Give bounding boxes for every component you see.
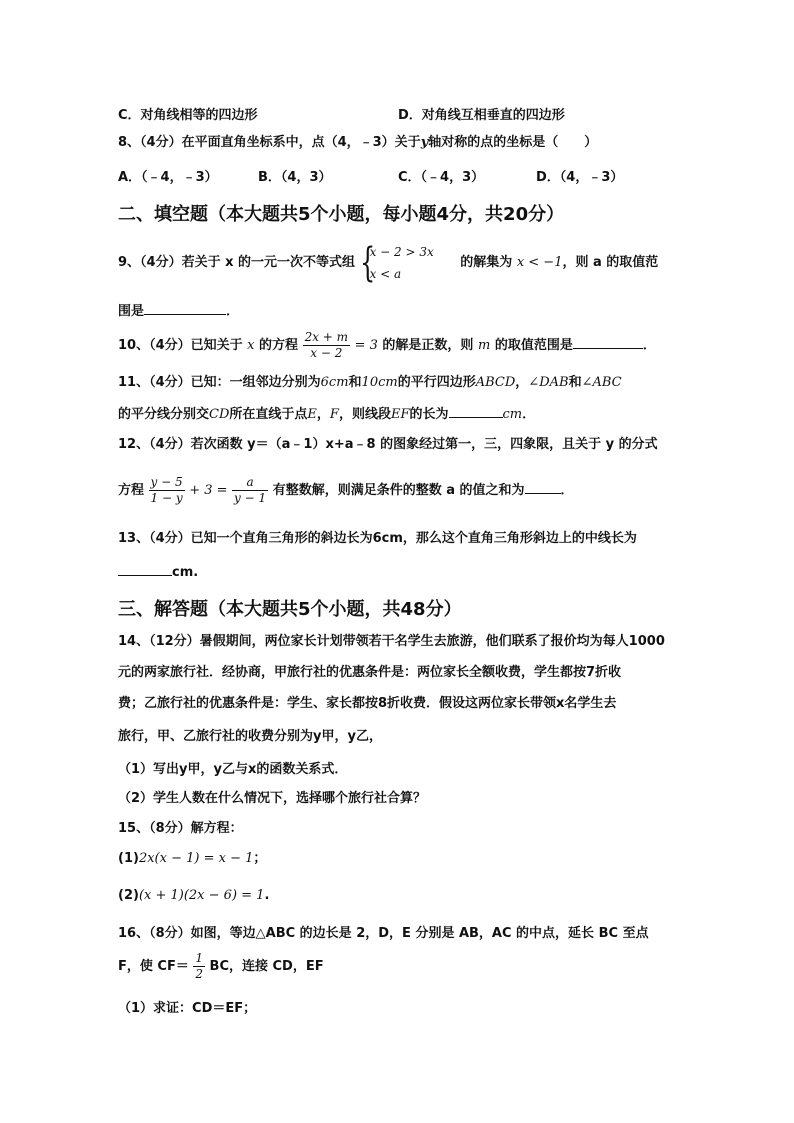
q11-line1: 11、（4分）已知：一组邻边分别为6cm和10cm的平行四边形ABCD，∠DAB和∠ABC bbox=[118, 375, 622, 390]
q16-line1: 16、（8分）如图，等边△ABC 的边长是 2，D，E 分别是 AB，AC 的中点，延长 BC 至点 bbox=[118, 926, 649, 941]
section-2-title: 二、填空题（本大题共5个小题，每小题4分，共20分） bbox=[118, 204, 565, 225]
q10-fraction: $\frac{2x + m}{x - 2}$ bbox=[304, 330, 349, 360]
answer-blank[interactable] bbox=[144, 302, 226, 315]
q7-option-c: C．对角线相等的四边形 bbox=[118, 108, 258, 123]
q14-sub2: （2）学生人数在什么情况下，选择哪个旅行社合算？ bbox=[118, 791, 427, 806]
q9-inequality-system: { x − 2 > 3x x < a bbox=[359, 239, 434, 286]
q12-line1: 12、（4分）若次函数 y＝（a﹣1）x+a﹣8 的图象经过第一，三，四象限，且关于 y 的分式 bbox=[118, 437, 658, 452]
q8-option-c: C．（﹣4，3） bbox=[398, 170, 485, 185]
q14-line3: 费；乙旅行社的优惠条件是：学生、家长都按8折收费．假设这两位家长带领x名学生去 bbox=[118, 696, 617, 711]
q16-fraction: $\frac{1}{2}$ bbox=[195, 951, 203, 981]
answer-blank[interactable] bbox=[118, 563, 172, 576]
q8-option-b: B．（4，3） bbox=[258, 170, 332, 185]
q15-title: 15、（8分）解方程： bbox=[118, 821, 243, 836]
q8-option-a: A．（﹣4，﹣3） bbox=[118, 170, 218, 185]
q9-line2: 围是 ． bbox=[118, 304, 240, 319]
answer-blank[interactable] bbox=[449, 405, 503, 418]
q10-stem: 10、（4分）已知关于 x 的方程 $\frac{2x + m}{x - 2}$ = 3 的解是正数，则 m 的取值范围是 ． bbox=[118, 330, 656, 360]
q13-line1: 13、（4分）已知一个直角三角形的斜边长为6cm，那么这个直角三角形斜边上的中线长为 bbox=[118, 531, 637, 546]
q8-stem: 8、（4分）在平面直角坐标系中，点（4，﹣3）关于y轴对称的点的坐标是（ ） bbox=[118, 135, 598, 150]
q11-line2: 的平分线分别交CD所在直线于点E，F，则线段EF的长为 cm． bbox=[118, 407, 536, 422]
answer-blank[interactable] bbox=[573, 336, 643, 349]
q14-line2: 元的两家旅行社．经协商，甲旅行社的优惠条件是：两位家长全额收费，学生都按7折收 bbox=[118, 665, 622, 680]
q16-sub1: （1）求证：CD＝EF； bbox=[118, 1001, 257, 1016]
brace-symbol: { bbox=[359, 239, 375, 286]
q14-sub1: （1）写出y甲，y乙与x的函数关系式． bbox=[118, 762, 348, 777]
q12-fraction-2: $\frac{a}{y - 1}$ bbox=[234, 475, 267, 505]
q14-line4: 旅行，甲、乙旅行社的收费分别为y甲，y乙， bbox=[118, 729, 382, 744]
q15-part1: (1)2x(x − 1) = x − 1； bbox=[118, 851, 267, 866]
q15-part2: (2)(x + 1)(2x − 6) = 1. bbox=[118, 888, 270, 903]
q13-line2: cm. bbox=[118, 563, 198, 582]
q7-option-d: D．对角线互相垂直的四边形 bbox=[398, 108, 565, 123]
section-3-title: 三、解答题（本大题共5个小题，共48分） bbox=[118, 599, 462, 620]
q9-stem: 9、（4分）若关于 x 的一元一次不等式组 { x − 2 > 3x x < a 的解集为 x < −1，则 a 的取值范 bbox=[118, 239, 659, 286]
q14-line1: 14、（12分）暑假期间，两位家长计划带领若干名学生去旅游，他们联系了报价均为每人1000 bbox=[118, 634, 665, 649]
q12-fraction-1: $\frac{y - 5}{1 - y}$ bbox=[150, 475, 183, 505]
q8-option-d: D．（4，﹣3） bbox=[536, 170, 624, 185]
q12-line2: 方程 $\frac{y - 5}{1 - y}$ + 3 = $\frac{a}{y - 1}$ 有整数解，则满足条件的整数 a 的值之和为 ． bbox=[118, 475, 574, 505]
q16-line2: F，使 CF＝ $\frac{1}{2}$ BC，连接 CD，EF bbox=[118, 951, 324, 981]
answer-blank[interactable] bbox=[525, 481, 561, 494]
